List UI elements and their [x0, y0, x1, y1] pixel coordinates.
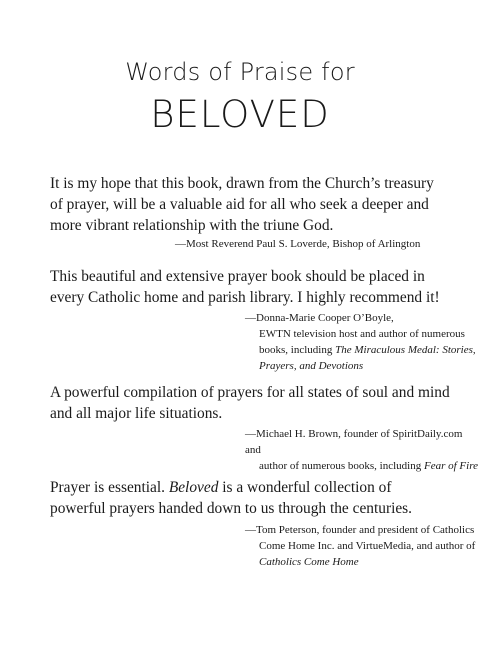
attribution-book-title: Prayers, and Devotions [259, 360, 364, 372]
heading-book-title: BELOVED [150, 93, 330, 136]
attribution-book-title: Catholics Come Home [259, 556, 359, 568]
endorsement-attribution-4 [245, 522, 475, 570]
quote-text: Prayer is essential. [50, 479, 169, 496]
endorsement-attribution-3 [245, 426, 480, 474]
attribution-line: EWTN television host and author of numerous [259, 328, 465, 340]
heading-line-1: Words of Praise for [125, 58, 355, 86]
attribution-book-title: Fear of Fire [423, 460, 478, 472]
attribution-book-title: The Miraculous Medal: Stories, [335, 344, 476, 356]
attribution-text: —Most Reverend Paul S. Loverde, Bishop of Arlington [175, 238, 421, 250]
attribution-line: books, including [259, 344, 336, 356]
attribution-line: author of numerous books, including [259, 460, 424, 472]
endorsement-quote-2: This beautiful and extensive prayer book should be placed in every Catholic home and parish library. I highly recommend it! [50, 268, 440, 306]
attribution-line: Come Home Inc. and VirtueMedia, and author of [259, 540, 476, 552]
attribution-line: —Michael H. Brown, founder of SpiritDaily.com and [245, 428, 463, 456]
endorsement-quote-4 [50, 477, 450, 519]
quote-text: is a wonderful collection of powerful prayers handed down to us through the centuries. [50, 479, 413, 517]
endorsement-attribution-2 [245, 310, 476, 374]
attribution-line: —Donna-Marie Cooper O’Boyle, [245, 312, 394, 324]
quote-book-title: Beloved [168, 479, 219, 496]
endorsement-quote-1: It is my hope that this book, drawn from the Church’s treasury of prayer, will be a valuable aid for all who seek a deeper and more vibrant relationship with the triune God. [50, 175, 434, 234]
endorsement-attribution-1 [175, 236, 420, 252]
attribution-line: —Tom Peterson, founder and president of Catholics [245, 524, 475, 536]
endorsement-quote-3: A powerful compilation of prayers for all states of soul and mind and all major life situations. [50, 384, 450, 422]
